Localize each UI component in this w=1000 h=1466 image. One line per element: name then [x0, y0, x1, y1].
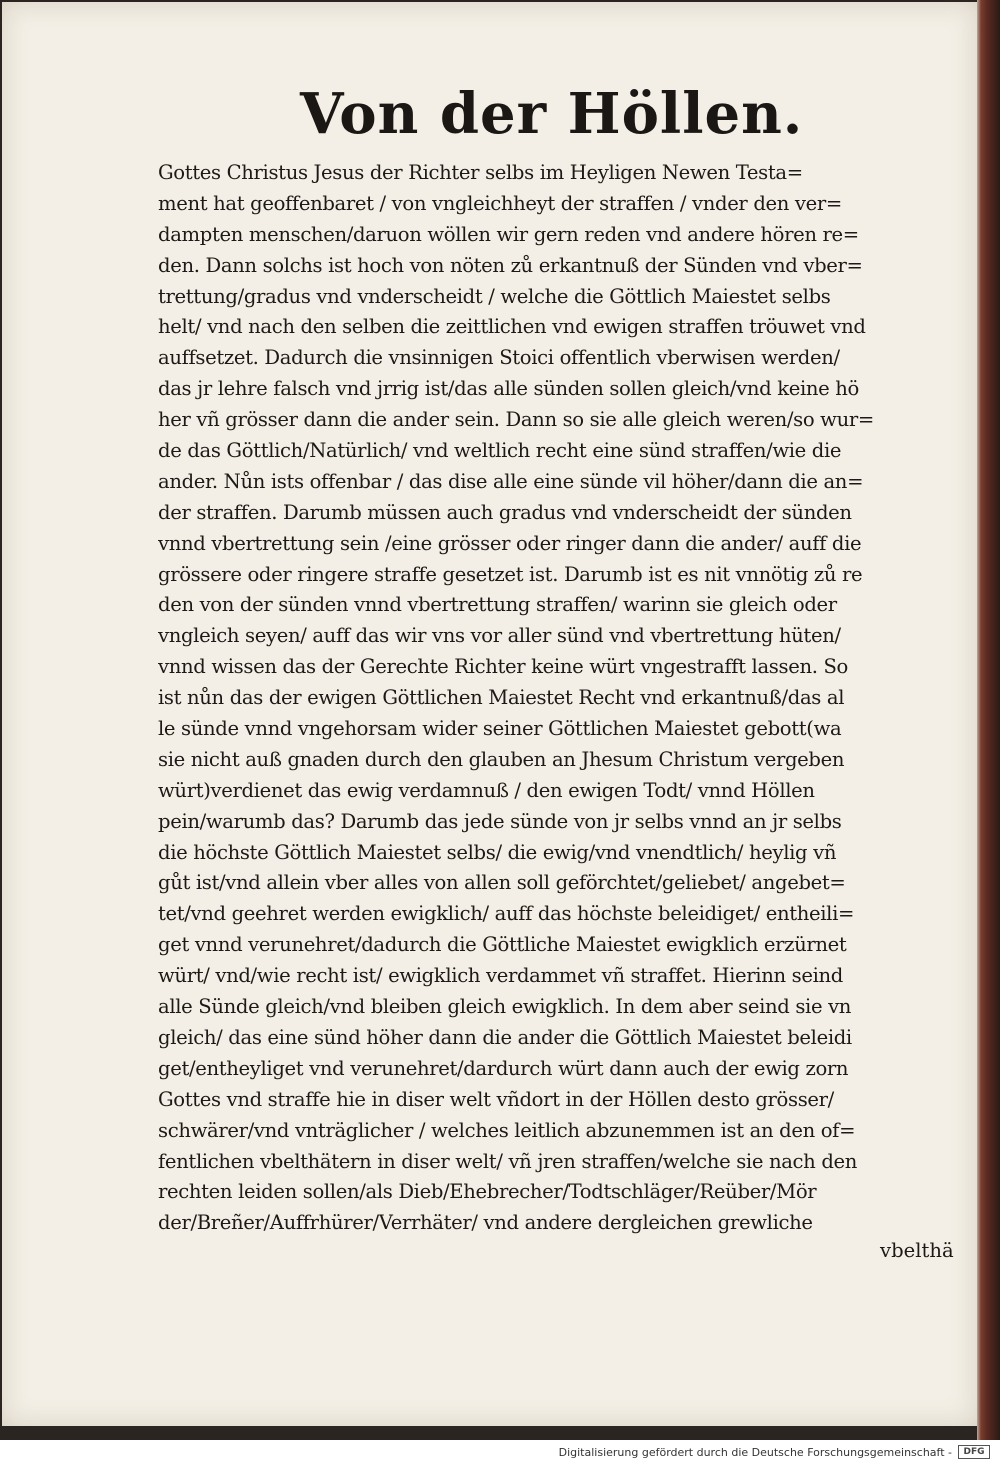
text-line: sie nicht auß gnaden durch den glauben an Jhesum Christum vergeben [158, 747, 845, 771]
text-line: le sünde vnnd vngehorsam wider seiner Göttlichen Maiestet gebott(wa [158, 717, 842, 741]
text-line: de das Göttlich/Natürlich/ vnd weltlich recht eine sünd straffen/wie die [158, 439, 842, 463]
text-line: helt/ vnd nach den selben die zeittlichen vnd ewigen straffen tröuwet vnd [158, 315, 866, 339]
text-line: der straffen. Darumb müssen auch gradus vnd vnderscheidt der sünden [158, 500, 852, 524]
text-line: das jr lehre falsch vnd jrrig ist/das alle sünden sollen gleich/vnd keine hö [158, 377, 860, 401]
footer-bar [0, 1440, 1000, 1466]
text-line: ander. Nůn ists offenbar / das dise alle eine sünde vil höher/dann die an= [158, 469, 864, 493]
text-line: den. Dann solchs ist hoch von nöten zů erkantnuß der Sünden vnd vber= [158, 253, 863, 277]
text-line: tet/vnd geehret werden ewigklich/ auff das höchste beleidiget/ entheili= [158, 902, 855, 926]
text-line: gůt ist/vnd allein vber alles von allen soll geförchtet/geliebet/ angebet= [158, 871, 846, 895]
footer-credit-text: Digitalisierung gefördert durch die Deutsche Forschungsgemeinschaft - [558, 1446, 952, 1459]
text-line: Gottes Christus Jesus der Richter selbs im Heyligen Newen Testa= [158, 161, 803, 184]
text-line: Gottes vnd straffe hie in diser welt vñdort in der Höllen desto grösser/ [158, 1087, 834, 1111]
text-line: rechten leiden sollen/als Dieb/Ehebrecher/Todtschläger/Reüber/Mör [158, 1180, 817, 1204]
book-binding-edge [977, 0, 1000, 1440]
text-line: grössere oder ringere straffe gesetzet ist. Darumb ist es nit vnnötig zů re [158, 562, 863, 586]
text-line: dampten menschen/daruon wöllen wir gern reden vnd andere hören re= [158, 222, 859, 246]
text-line: her vñ grösser dann die ander sein. Dann so sie alle gleich weren/so wur= [158, 408, 874, 432]
text-line: ment hat geoffenbaret / von vngleichheyt der straffen / vnder den ver= [158, 191, 842, 215]
text-line: der/Breñer/Auffrhürer/Verrhäter/ vnd andere dergleichen grewliche [158, 1211, 813, 1235]
text-line: vnnd wissen das der Gerechte Richter keine würt vngestrafft lassen. So [158, 655, 848, 679]
text-line: vnnd vbertrettung sein /eine grösser oder ringer dann die ander/ auff die [158, 531, 862, 555]
text-line: pein/warumb das? Darumb das jede sünde von jr selbs vnnd an jr selbs [158, 809, 842, 833]
catchword: vbelthä [880, 1239, 954, 1262]
body-text [158, 158, 978, 1239]
text-line: ist nůn das der ewigen Göttlichen Maiestet Recht vnd erkantnuß/das al [158, 686, 845, 710]
text-line: trettung/gradus vnd vnderscheidt / welche die Göttlich Maiestet selbs [158, 284, 831, 308]
text-line: schwärer/vnd vnträglicher / welches leitlich abzunemmen ist an den of= [158, 1118, 856, 1142]
text-line: gleich/ das eine sünd höher dann die ander die Göttlich Maiestet beleidi [158, 1025, 852, 1049]
text-line: auffsetzet. Dadurch die vnsinnigen Stoici offentlich vberwisen werden/ [158, 346, 840, 370]
text-line: würt/ vnd/wie recht ist/ ewigklich verdammet vñ straffet. Hierinn seind [158, 964, 843, 988]
text-line: die höchste Göttlich Maiestet selbs/ die ewig/vnd vnendtlich/ heylig vñ [158, 840, 837, 864]
text-line: get/entheyliget vnd verunehret/dardurch würt dann auch der ewig zorn [158, 1056, 849, 1080]
text-line: get vnnd verunehret/dadurch die Göttliche Maiestet ewigklich erzürnet [158, 933, 847, 957]
text-line: den von der sünden vnnd vbertrettung straffen/ warinn sie gleich oder [158, 593, 837, 617]
page-heading: Von der Höllen. [300, 81, 804, 147]
text-line: alle Sünde gleich/vnd bleiben gleich ewigklich. In dem aber seind sie vn [158, 995, 852, 1019]
text-line: vngleich seyen/ auff das wir vns vor aller sünd vnd vbertrettung hüten/ [158, 624, 841, 648]
text-line: würt)verdienet das ewig verdamnuß / den ewigen Todt/ vnnd Höllen [158, 778, 815, 802]
text-line: fentlichen vbelthätern in diser welt/ vñ jren straffen/welche sie nach den [158, 1149, 858, 1173]
dfg-logo-icon: DFG [958, 1445, 990, 1459]
